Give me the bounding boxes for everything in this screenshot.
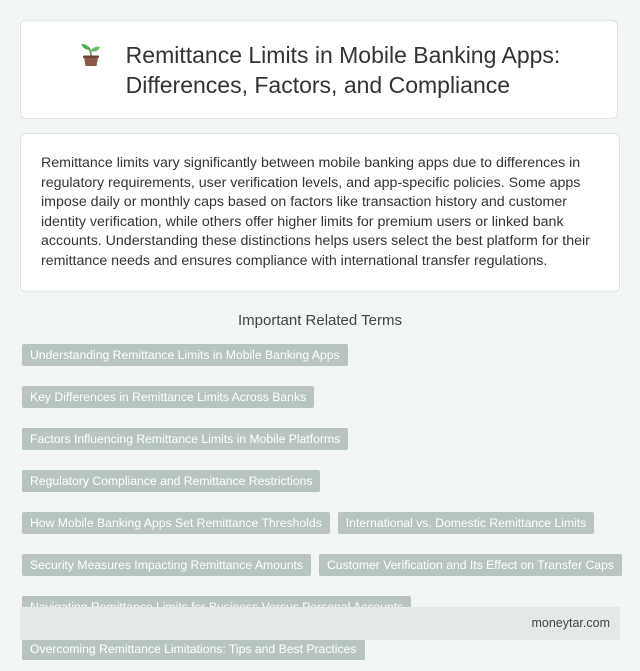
page-title-line-2: Differences, Factors, and Compliance bbox=[125, 71, 511, 98]
related-term-tag[interactable]: Key Differences in Remittance Limits Across Banks bbox=[22, 386, 314, 408]
related-term-tag[interactable]: Regulatory Compliance and Remittance Restrictions bbox=[22, 470, 320, 492]
intro-card bbox=[20, 133, 620, 292]
related-terms-heading: Important Related Terms bbox=[238, 312, 402, 329]
intro-paragraph: Remittance limits vary significantly between mobile banking apps due to differences in regulatory requirements, user verification levels, and app-specific policies. Some apps impose daily or monthly caps based on factors like transaction history and customer identity verification, while others offer higher limits for premium users or linked bank accounts. Understanding these distinctions helps users select the best platform for their remittance needs and ensures compliance with international transfer regulations. bbox=[41, 155, 590, 269]
page-title bbox=[126, 40, 561, 100]
related-term-tag[interactable]: Security Measures Impacting Remittance Amounts bbox=[22, 554, 311, 576]
header-inner bbox=[78, 40, 561, 100]
footer bbox=[20, 607, 620, 640]
related-term-tag[interactable]: Factors Influencing Remittance Limits in Mobile Platforms bbox=[22, 428, 348, 450]
page-title-line-1: Remittance Limits in Mobile Banking Apps: bbox=[125, 41, 561, 68]
footer-site-link[interactable]: moneytar.com bbox=[531, 616, 610, 630]
related-term-tag[interactable]: International vs. Domestic Remittance Limits bbox=[338, 512, 594, 534]
related-term-tag[interactable]: Customer Verification and Its Effect on Transfer Caps bbox=[319, 554, 622, 576]
sprout-icon bbox=[78, 42, 104, 68]
header-card bbox=[20, 20, 618, 119]
related-term-tag[interactable]: How Mobile Banking Apps Set Remittance Thresholds bbox=[22, 512, 330, 534]
related-term-tag[interactable]: Understanding Remittance Limits in Mobile Banking Apps bbox=[22, 344, 348, 366]
related-term-tag[interactable]: Overcoming Remittance Limitations: Tips and Best Practices bbox=[22, 638, 365, 660]
